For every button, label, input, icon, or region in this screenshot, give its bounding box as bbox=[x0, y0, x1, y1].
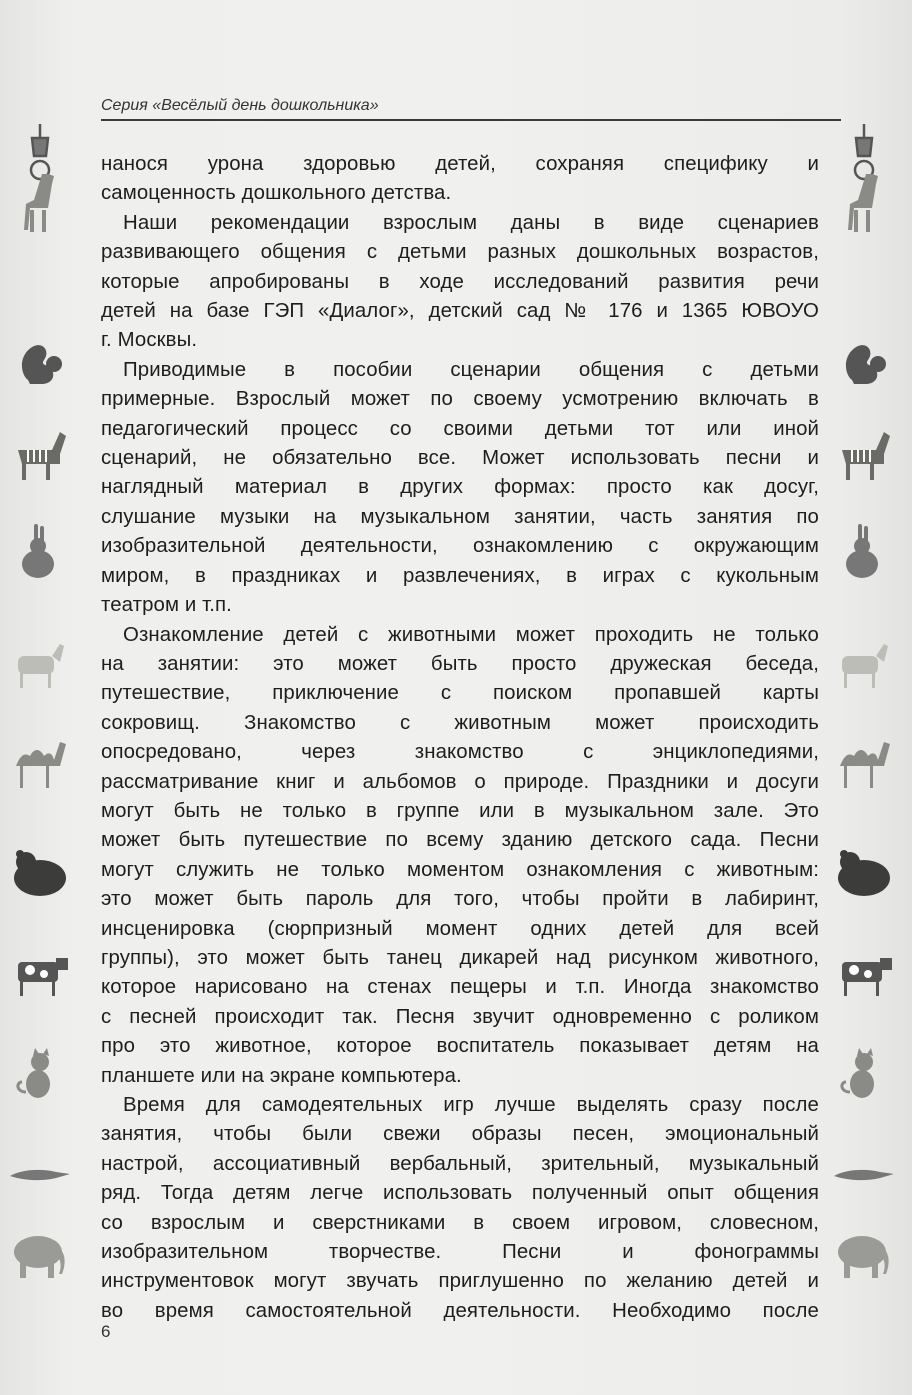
crocodile-icon bbox=[832, 1140, 896, 1204]
cat-icon bbox=[832, 1040, 896, 1104]
paragraph bbox=[101, 621, 819, 1092]
zebra-icon bbox=[8, 420, 72, 484]
text-line: рассматривание книг и альбомов о природе. Праздники и досуги bbox=[101, 770, 819, 793]
hare-icon bbox=[8, 520, 72, 584]
text-line: которые апробированы в ходе исследований развития речи bbox=[101, 270, 819, 293]
text-line: могут быть не только в группе или в музыкальном зале. Это bbox=[101, 799, 819, 822]
giraffe-icon bbox=[832, 170, 896, 234]
camel-icon bbox=[832, 730, 896, 794]
text-line: изобразительной деятельности, ознакомлению с окружающим bbox=[101, 535, 819, 558]
text-line: инструментовок могут звучать приглушенно по желанию детей и bbox=[101, 1270, 819, 1293]
text-line: ряд. Тогда детям легче использовать полученный опыт общения bbox=[101, 1182, 819, 1205]
text-line: Время для самодеятельных игр лучше выделять сразу после bbox=[123, 1094, 819, 1116]
elephant-icon bbox=[8, 1220, 72, 1284]
cat-icon bbox=[8, 1040, 72, 1104]
page-number: 6 bbox=[101, 1322, 111, 1341]
bear-icon bbox=[8, 840, 72, 904]
text-line: занятия, чтобы были свежи образы песен, эмоциональный bbox=[101, 1123, 819, 1146]
body-text bbox=[101, 150, 819, 1326]
text-line: изобразительном творчестве. Песни и фонограммы bbox=[101, 1241, 819, 1264]
text-line: настрой, ассоциативный вербальный, зрительный, музыкальный bbox=[101, 1152, 819, 1175]
left-margin-decoration bbox=[8, 120, 88, 1320]
text-line: миром, в праздниках и развлечениях, в играх с кукольным bbox=[101, 564, 819, 587]
giraffe-icon bbox=[8, 170, 72, 234]
squirrel-icon bbox=[8, 330, 72, 394]
cow-icon bbox=[832, 940, 896, 1004]
cow-icon bbox=[8, 940, 72, 1004]
zebra-icon bbox=[832, 420, 896, 484]
text-line: сценарий, не обязательно все. Может использовать песни и bbox=[101, 447, 819, 470]
text-line: примерные. Взрослый может по своему усмотрению включать в bbox=[101, 388, 819, 411]
text-line: развивающего общения с детьми разных дошкольных возрастов, bbox=[101, 241, 819, 264]
text-line: с песней происходит так. Песня звучит одновременно с роликом bbox=[101, 1005, 819, 1028]
crocodile-icon bbox=[8, 1140, 72, 1204]
text-line: инсценировка (сюрпризный момент одних детей для всей bbox=[101, 917, 819, 940]
text-line: сокровищ. Знакомство с животным может происходить bbox=[101, 711, 819, 734]
goat-icon bbox=[832, 630, 896, 694]
text-line: со взрослым и сверстниками в своем игровом, словесном, bbox=[101, 1211, 819, 1234]
text-line: путешествие, приключение с поиском пропавшей карты bbox=[101, 682, 819, 705]
text-line: наглядный материал в других формах: просто как досуг, bbox=[101, 476, 819, 499]
text-line: наноcя урона здоровью детей, сохраняя специфику и bbox=[101, 153, 819, 175]
goat-icon bbox=[8, 630, 72, 694]
paragraph bbox=[101, 356, 819, 621]
text-line: во время самостоятельной деятельности. Необходимо после bbox=[101, 1299, 819, 1322]
running-header: Серия «Весёлый день дошкольника» bbox=[101, 97, 841, 121]
text-line: это может быть пароль для того, чтобы пройти в лабиринт, bbox=[101, 888, 819, 911]
hare-icon bbox=[832, 520, 896, 584]
text-line: педагогический процесс со своими детьми тот или иной bbox=[101, 417, 819, 440]
text-line: опосредовано, через знакомство с энциклопедиями, bbox=[101, 741, 819, 764]
text-line: Приводимые в пособии сценарии общения с детьми bbox=[123, 358, 819, 381]
text-line: детей на базе ГЭП «Диалог», детский сад № 176 и 1365 ЮВОУО bbox=[101, 300, 819, 323]
text-line: группы), это может быть танец дикарей над рисунком животного, bbox=[101, 946, 819, 969]
elephant-icon bbox=[832, 1220, 896, 1284]
text-line: на занятии: это может быть просто дружеская беседа, bbox=[101, 652, 819, 675]
paragraph bbox=[101, 150, 819, 209]
text-line: которое нарисовано на стенах пещеры и т.п. Иногда знакомство bbox=[101, 976, 819, 999]
paragraph bbox=[101, 1091, 819, 1326]
text-line: про это животное, которое воспитатель показывает детям на bbox=[101, 1035, 819, 1058]
text-line: театром и т.п. bbox=[101, 594, 232, 617]
text-line: слушание музыки на музыкальном занятии, часть занятия по bbox=[101, 505, 819, 528]
text-line: Ознакомление детей с животными может проходить не только bbox=[123, 623, 819, 646]
text-line: может быть путешествие по всему зданию детского сада. Песни bbox=[101, 829, 819, 852]
text-line: самоценность дошкольного детства. bbox=[101, 182, 452, 205]
camel-icon bbox=[8, 730, 72, 794]
right-margin-decoration bbox=[832, 120, 912, 1320]
text-line: планшете или на экране компьютера. bbox=[101, 1064, 462, 1087]
text-line: г. Москвы. bbox=[101, 329, 198, 352]
bear-icon bbox=[832, 840, 896, 904]
paragraph bbox=[101, 209, 819, 356]
text-line: Наши рекомендации взрослым даны в виде сценариев bbox=[123, 211, 819, 234]
squirrel-icon bbox=[832, 330, 896, 394]
text-line: могут служить не только моментом ознакомления с животным: bbox=[101, 858, 819, 881]
